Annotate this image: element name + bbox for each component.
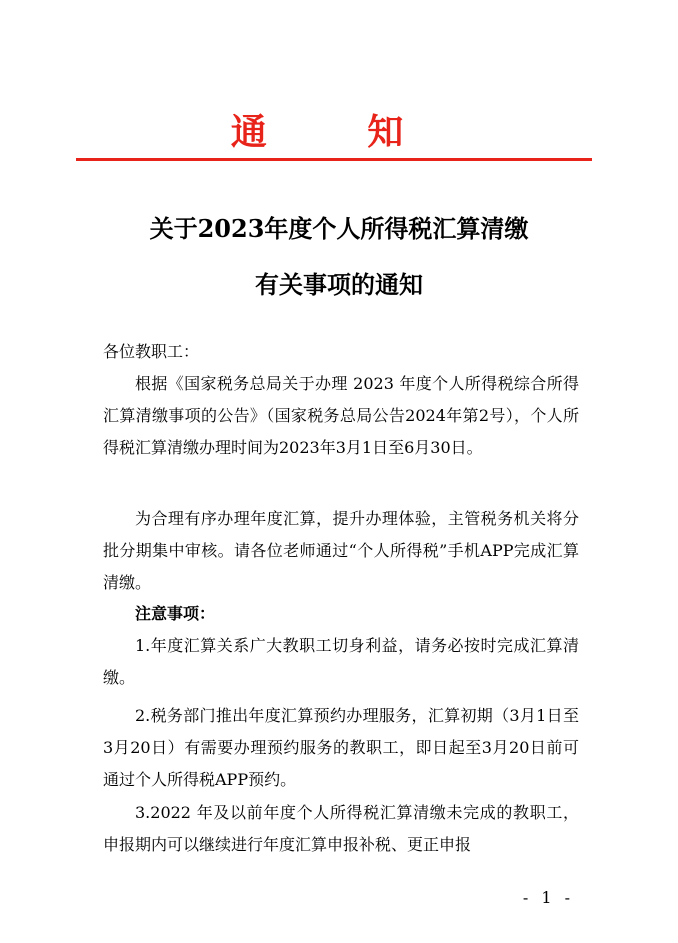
document-title-line2: 有关事项的通知 bbox=[255, 270, 423, 299]
document-title-line1: 关于2023年度个人所得税汇算清缴 bbox=[149, 214, 529, 243]
page-number: - 1 - bbox=[522, 888, 574, 907]
header-red-rule bbox=[76, 158, 592, 161]
paragraph-app-instruction: 为合理有序办理年度汇算，提升办理体验，主管税务机关将分批分期集中审核。请各位老师通过“个人所得税”手机APP完成汇算清缴。 bbox=[103, 509, 579, 592]
note-item-1: 1.年度汇算关系广大教职工切身利益，请务必按时完成汇算清缴。 bbox=[103, 636, 579, 687]
salutation: 各位教职工： bbox=[103, 342, 200, 361]
note-item-3: 3.2022 年及以前年度个人所得税汇算清缴未完成的教职工，申报期内可以继续进行年度汇算申报补税、更正申报 bbox=[103, 803, 579, 854]
notice-header-title: 通 知 bbox=[230, 111, 448, 153]
note-item-2: 2.税务部门推出年度汇算预约办理服务，汇算初期（3月1日至3月20日）有需要办理预约服务的教职工，即日起至3月20日前可通过个人所得税APP预约。 bbox=[103, 706, 579, 789]
paragraph-legal-basis: 根据《国家税务总局关于办理 2023 年度个人所得税综合所得汇算清缴事项的公告》（国家税务总局公告2024年第2号），个人所得税汇算清缴办理时间为2023年3月1日至6月30日。 bbox=[103, 374, 579, 457]
notes-heading: 注意事项： bbox=[135, 604, 216, 623]
